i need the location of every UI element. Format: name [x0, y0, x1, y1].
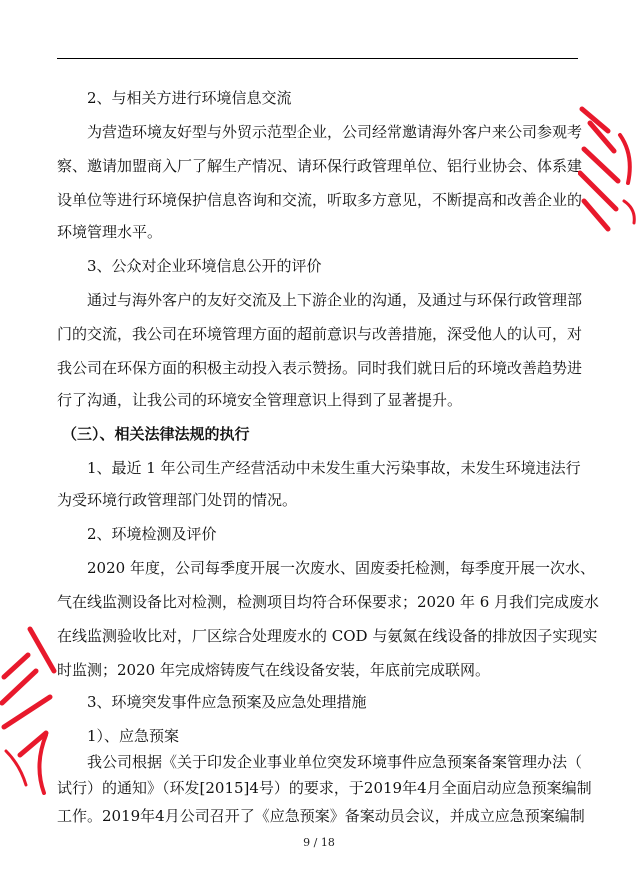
text-line-9: 我公司在环保方面的积极主动投入表示赞扬。同时我们就日后的环境改善趋势进 — [57, 359, 583, 377]
text-line-23: 工作。2019年4月公司召开了《应急预案》备案动员会议，并成立应急预案编制 — [57, 807, 585, 825]
text-line-12: 1、最近 1 年公司生产经营活动中未发生重大污染事故，未发生环境违法行 — [87, 459, 581, 477]
text-line-17: 在线监测验收比对，厂区综合处理废水的 COD 与氨氮在线设备的排放因子实现实 — [57, 627, 598, 645]
text-line-5: 环境管理水平。 — [57, 223, 163, 241]
text-line-16: 气在线监测设备比对检测，检测项目均符合环保要求；2020 年 6 月我们完成废水 — [57, 593, 600, 611]
text-line-2: 为营造环境友好型与外贸示范型企业，公司经常邀请海外客户来公司参观考 — [87, 123, 583, 141]
text-line-1: 2、与相关方进行环境信息交流 — [87, 89, 292, 107]
text-line-10: 行了沟通，让我公司的环境安全管理意识上得到了显著提升。 — [57, 391, 463, 409]
seal-stamp-left — [0, 625, 60, 795]
text-line-4: 设单位等进行环境保护信息咨询和交流，听取多方意见，不断提高和改善企业的 — [57, 191, 583, 209]
text-line-19: 3、环境突发事件应急预案及应急处理措施 — [87, 693, 367, 711]
seal-stamp-right — [578, 105, 638, 245]
section-heading: （三）、相关法律法规的执行 — [62, 425, 250, 443]
text-line-14: 2、环境检测及评价 — [87, 525, 217, 543]
text-line-18: 时监测；2020 年完成熔铸废气在线设备安装，年底前完成联网。 — [57, 661, 490, 679]
page-number: 9 / 18 — [303, 836, 335, 849]
text-line-7: 通过与海外客户的友好交流及上下游企业的沟通，及通过与环保行政管理部 — [87, 291, 583, 309]
text-line-15: 2020 年度，公司每季度开展一次废水、固废委托检测，每季度开展一次水、 — [87, 559, 595, 577]
header-rule — [57, 58, 578, 59]
text-line-8: 门的交流，我公司在环境管理方面的超前意识与改善措施，深受他人的认可，对 — [57, 325, 583, 343]
text-line-13: 为受环境行政管理部门处罚的情况。 — [57, 491, 298, 509]
text-line-22: 试行）的通知》（环发[2015]4号）的要求，于2019年4月全面启动应急预案编制 — [57, 779, 592, 797]
text-line-3: 察、邀请加盟商入厂了解生产情况、请环保行政管理单位、铝行业协会、体系建 — [57, 157, 583, 175]
text-line-20: 1）、应急预案 — [87, 727, 180, 745]
text-line-6: 3、公众对企业环境信息公开的评价 — [87, 257, 322, 275]
text-line-21: 我公司根据《关于印发企业事业单位突发环境事件应急预案备案管理办法（ — [87, 753, 583, 771]
